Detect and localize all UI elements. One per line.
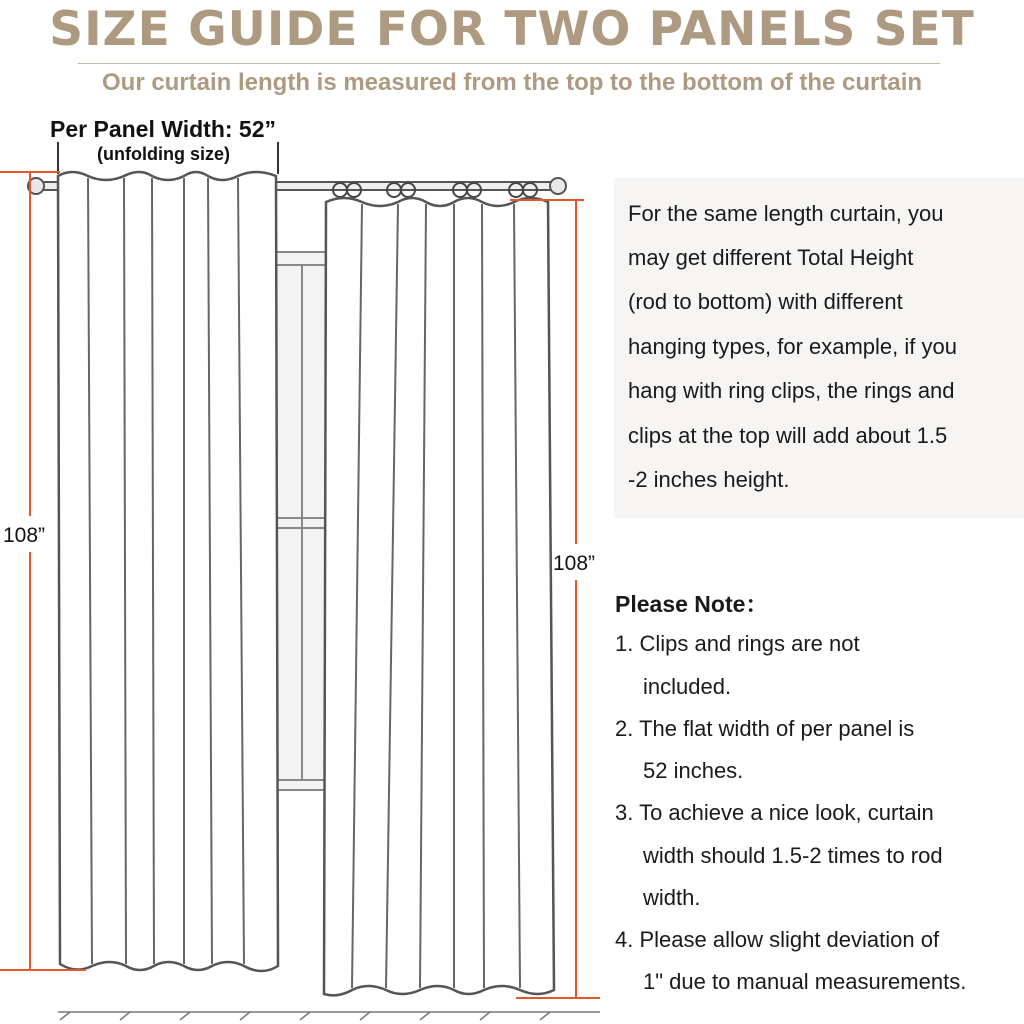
note-title: Please Note： [615,591,769,617]
info-line: For the same length curtain, you [628,201,944,226]
info-line: (rod to bottom) with different [628,289,903,314]
note-item: 2. The flat width of per panel is [615,716,915,741]
right-curtain-panel [324,198,554,995]
note-item-continued: width should 1.5-2 times to rod [643,843,943,868]
note-item: 4. Please allow slight deviation of [615,927,940,952]
info-line: may get different Total Height [628,245,914,270]
note-item-continued: width. [643,885,701,910]
page-title: SIZE GUIDE FOR TWO PANELS SET [49,2,975,57]
note-item-continued: 1" due to manual measurements. [643,969,967,994]
info-line: hang with ring clips, the rings and [628,378,955,403]
note-item: 3. To achieve a nice look, curtain [615,800,934,825]
info-line: clips at the top will add about 1.5 [628,423,948,448]
floor-line [58,1012,600,1020]
note-item-continued: 52 inches. [643,758,744,783]
info-line: -2 inches height. [628,467,790,492]
note-item: 1. Clips and rings are not [615,631,860,656]
left-height-label: 108” [3,524,46,547]
page-subtitle: Our curtain length is measured from the top to the bottom of the curtain [101,69,923,96]
right-height-label: 108” [553,552,596,575]
window-frame [276,252,328,790]
note-item-continued: included. [643,674,732,699]
left-curtain-panel [58,172,278,971]
unfolding-size-label: (unfolding size) [97,144,230,164]
panel-width-label: Per Panel Width: 52” [50,116,277,142]
info-line: hanging types, for example, if you [628,334,957,359]
